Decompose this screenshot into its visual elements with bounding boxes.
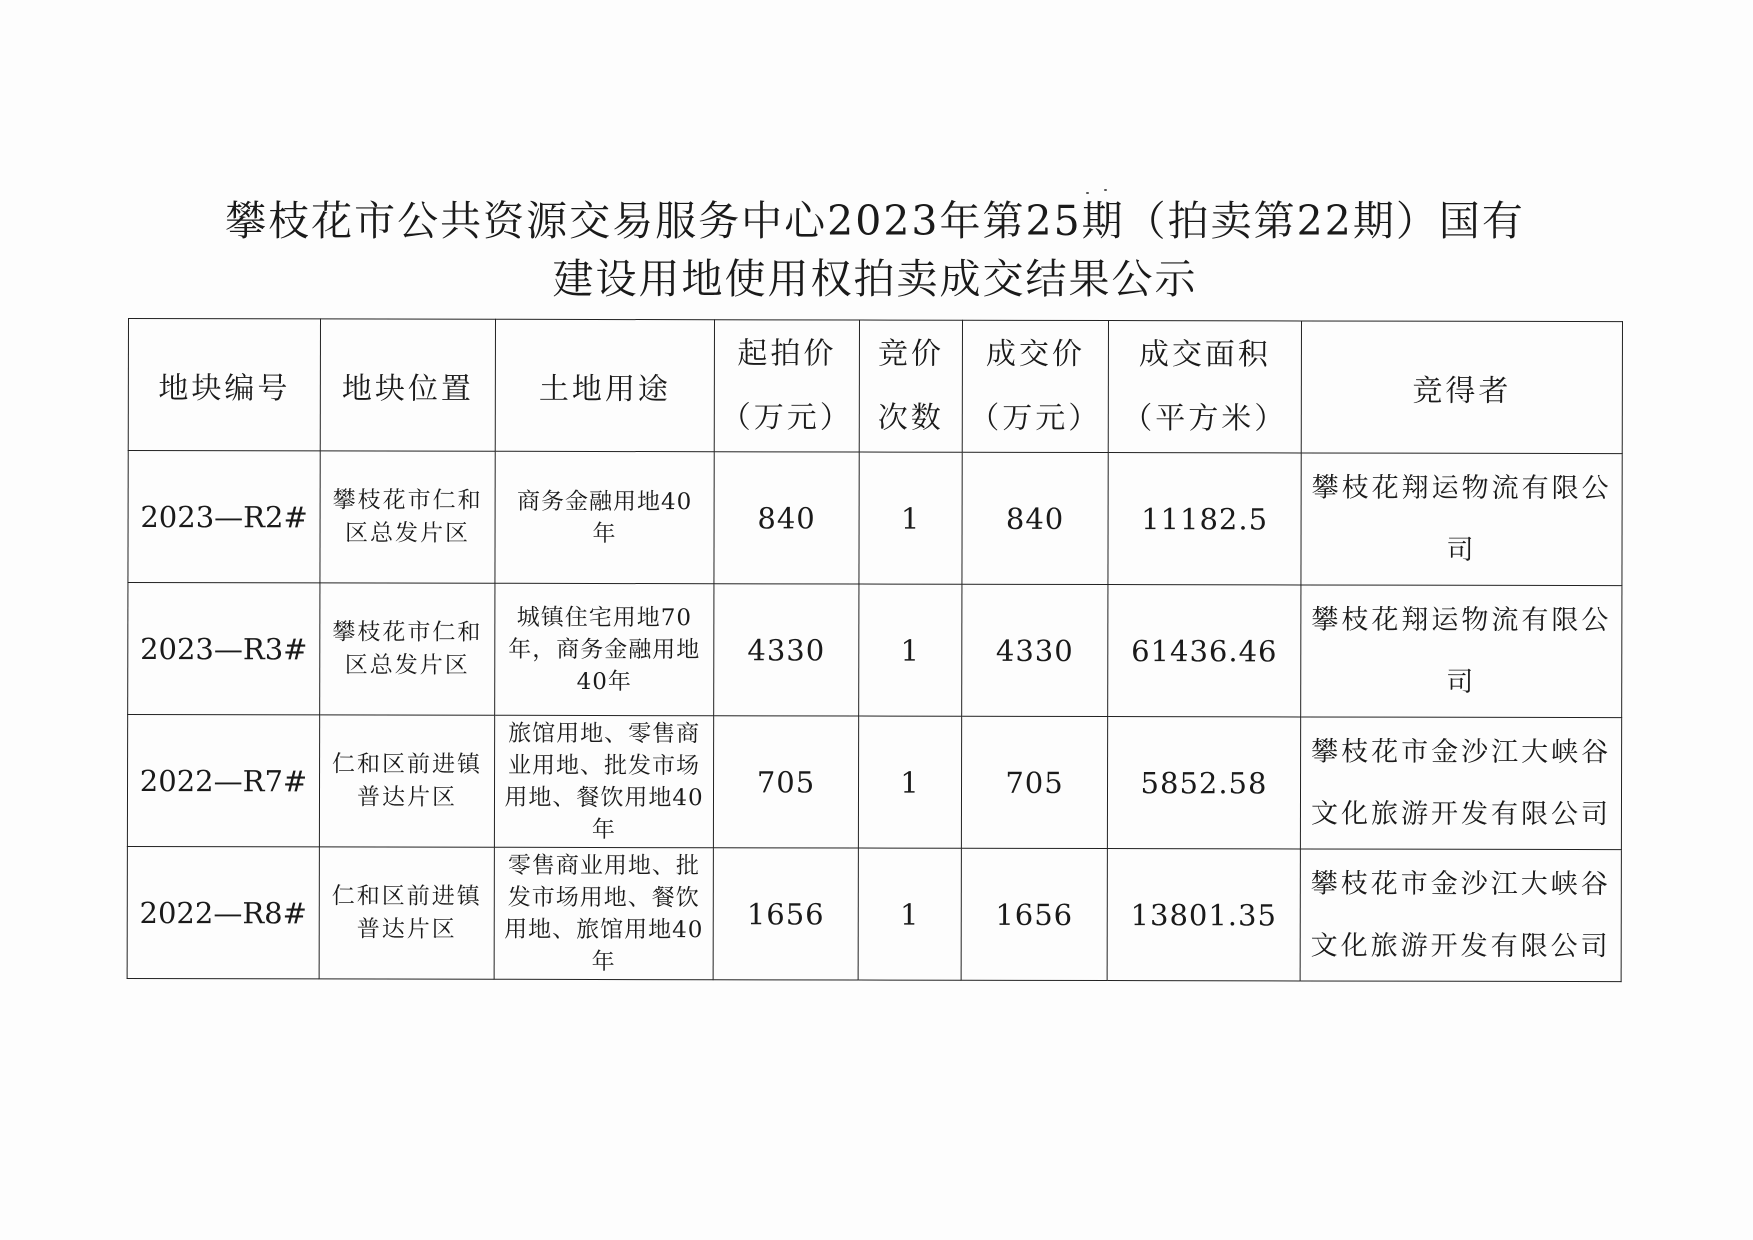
table-row	[128, 451, 1622, 586]
header-location: 地块位置	[320, 319, 495, 451]
header-land-use: 土地用途	[495, 319, 714, 451]
header-bid-count: 竞价 次数	[859, 320, 962, 452]
scan-speck	[1086, 192, 1089, 194]
title-line-1: 攀枝花市公共资源交易服务中心2023年第25期（拍卖第22期）国有	[225, 197, 1525, 245]
header-plot-code: 地块编号	[128, 319, 320, 451]
cell-deal-area: 61436.46	[1108, 585, 1301, 717]
table-row	[127, 715, 1621, 850]
cell-plot-code: 2023—R2#	[128, 451, 320, 583]
cell-location: 仁和区前进镇 普达片区	[319, 847, 494, 979]
scan-speck	[1104, 189, 1107, 191]
cell-winner: 攀枝花翔运物流有限公 司	[1301, 453, 1622, 586]
cell-land-use: 零售商业用地、批 发市场用地、餐饮 用地、旅馆用地40 年	[494, 847, 713, 979]
header-deal-area: 成交面积 （平方米）	[1108, 321, 1301, 453]
auction-results-table	[127, 318, 1623, 982]
table-header-row	[128, 319, 1622, 454]
cell-bid-count: 1	[859, 584, 962, 716]
cell-land-use: 商务金融用地40 年	[495, 451, 714, 583]
cell-bid-count: 1	[858, 716, 961, 848]
cell-winner: 攀枝花市金沙江大峡谷 文化旅游开发有限公司	[1300, 717, 1621, 850]
cell-deal-area: 5852.58	[1107, 717, 1300, 849]
cell-bid-count: 1	[859, 452, 962, 584]
table-row	[127, 846, 1621, 981]
table-row	[128, 583, 1622, 718]
cell-deal-price: 1656	[961, 848, 1107, 980]
title-line-2: 建设用地使用权拍卖成交结果公示	[552, 255, 1198, 303]
cell-location: 攀枝花市仁和 区总发片区	[320, 583, 495, 715]
cell-plot-code: 2022—R7#	[127, 715, 319, 847]
cell-start-price: 1656	[713, 848, 858, 980]
cell-deal-area: 11182.5	[1108, 453, 1301, 585]
cell-location: 攀枝花市仁和 区总发片区	[320, 451, 495, 583]
cell-deal-price: 840	[962, 452, 1108, 584]
cell-deal-price: 4330	[962, 584, 1108, 716]
cell-plot-code: 2022—R8#	[127, 846, 319, 978]
header-start-price: 起拍价 （万元）	[714, 320, 859, 452]
cell-start-price: 840	[714, 452, 859, 584]
cell-start-price: 705	[713, 716, 858, 848]
cell-plot-code: 2023—R3#	[128, 583, 320, 715]
cell-land-use: 旅馆用地、零售商 业用地、批发市场 用地、餐饮用地40 年	[494, 715, 713, 847]
cell-bid-count: 1	[858, 848, 961, 980]
cell-winner: 攀枝花翔运物流有限公 司	[1301, 585, 1622, 718]
cell-location: 仁和区前进镇 普达片区	[319, 715, 494, 847]
cell-winner: 攀枝花市金沙江大峡谷 文化旅游开发有限公司	[1300, 849, 1621, 982]
cell-deal-price: 705	[961, 716, 1107, 848]
cell-deal-area: 13801.35	[1107, 849, 1300, 981]
header-deal-price: 成交价 （万元）	[962, 320, 1108, 452]
cell-land-use: 城镇住宅用地70 年，商务金融用地 40年	[495, 583, 714, 715]
cell-start-price: 4330	[714, 584, 859, 716]
document-title	[150, 192, 1600, 308]
header-winner: 竞得者	[1301, 321, 1622, 454]
